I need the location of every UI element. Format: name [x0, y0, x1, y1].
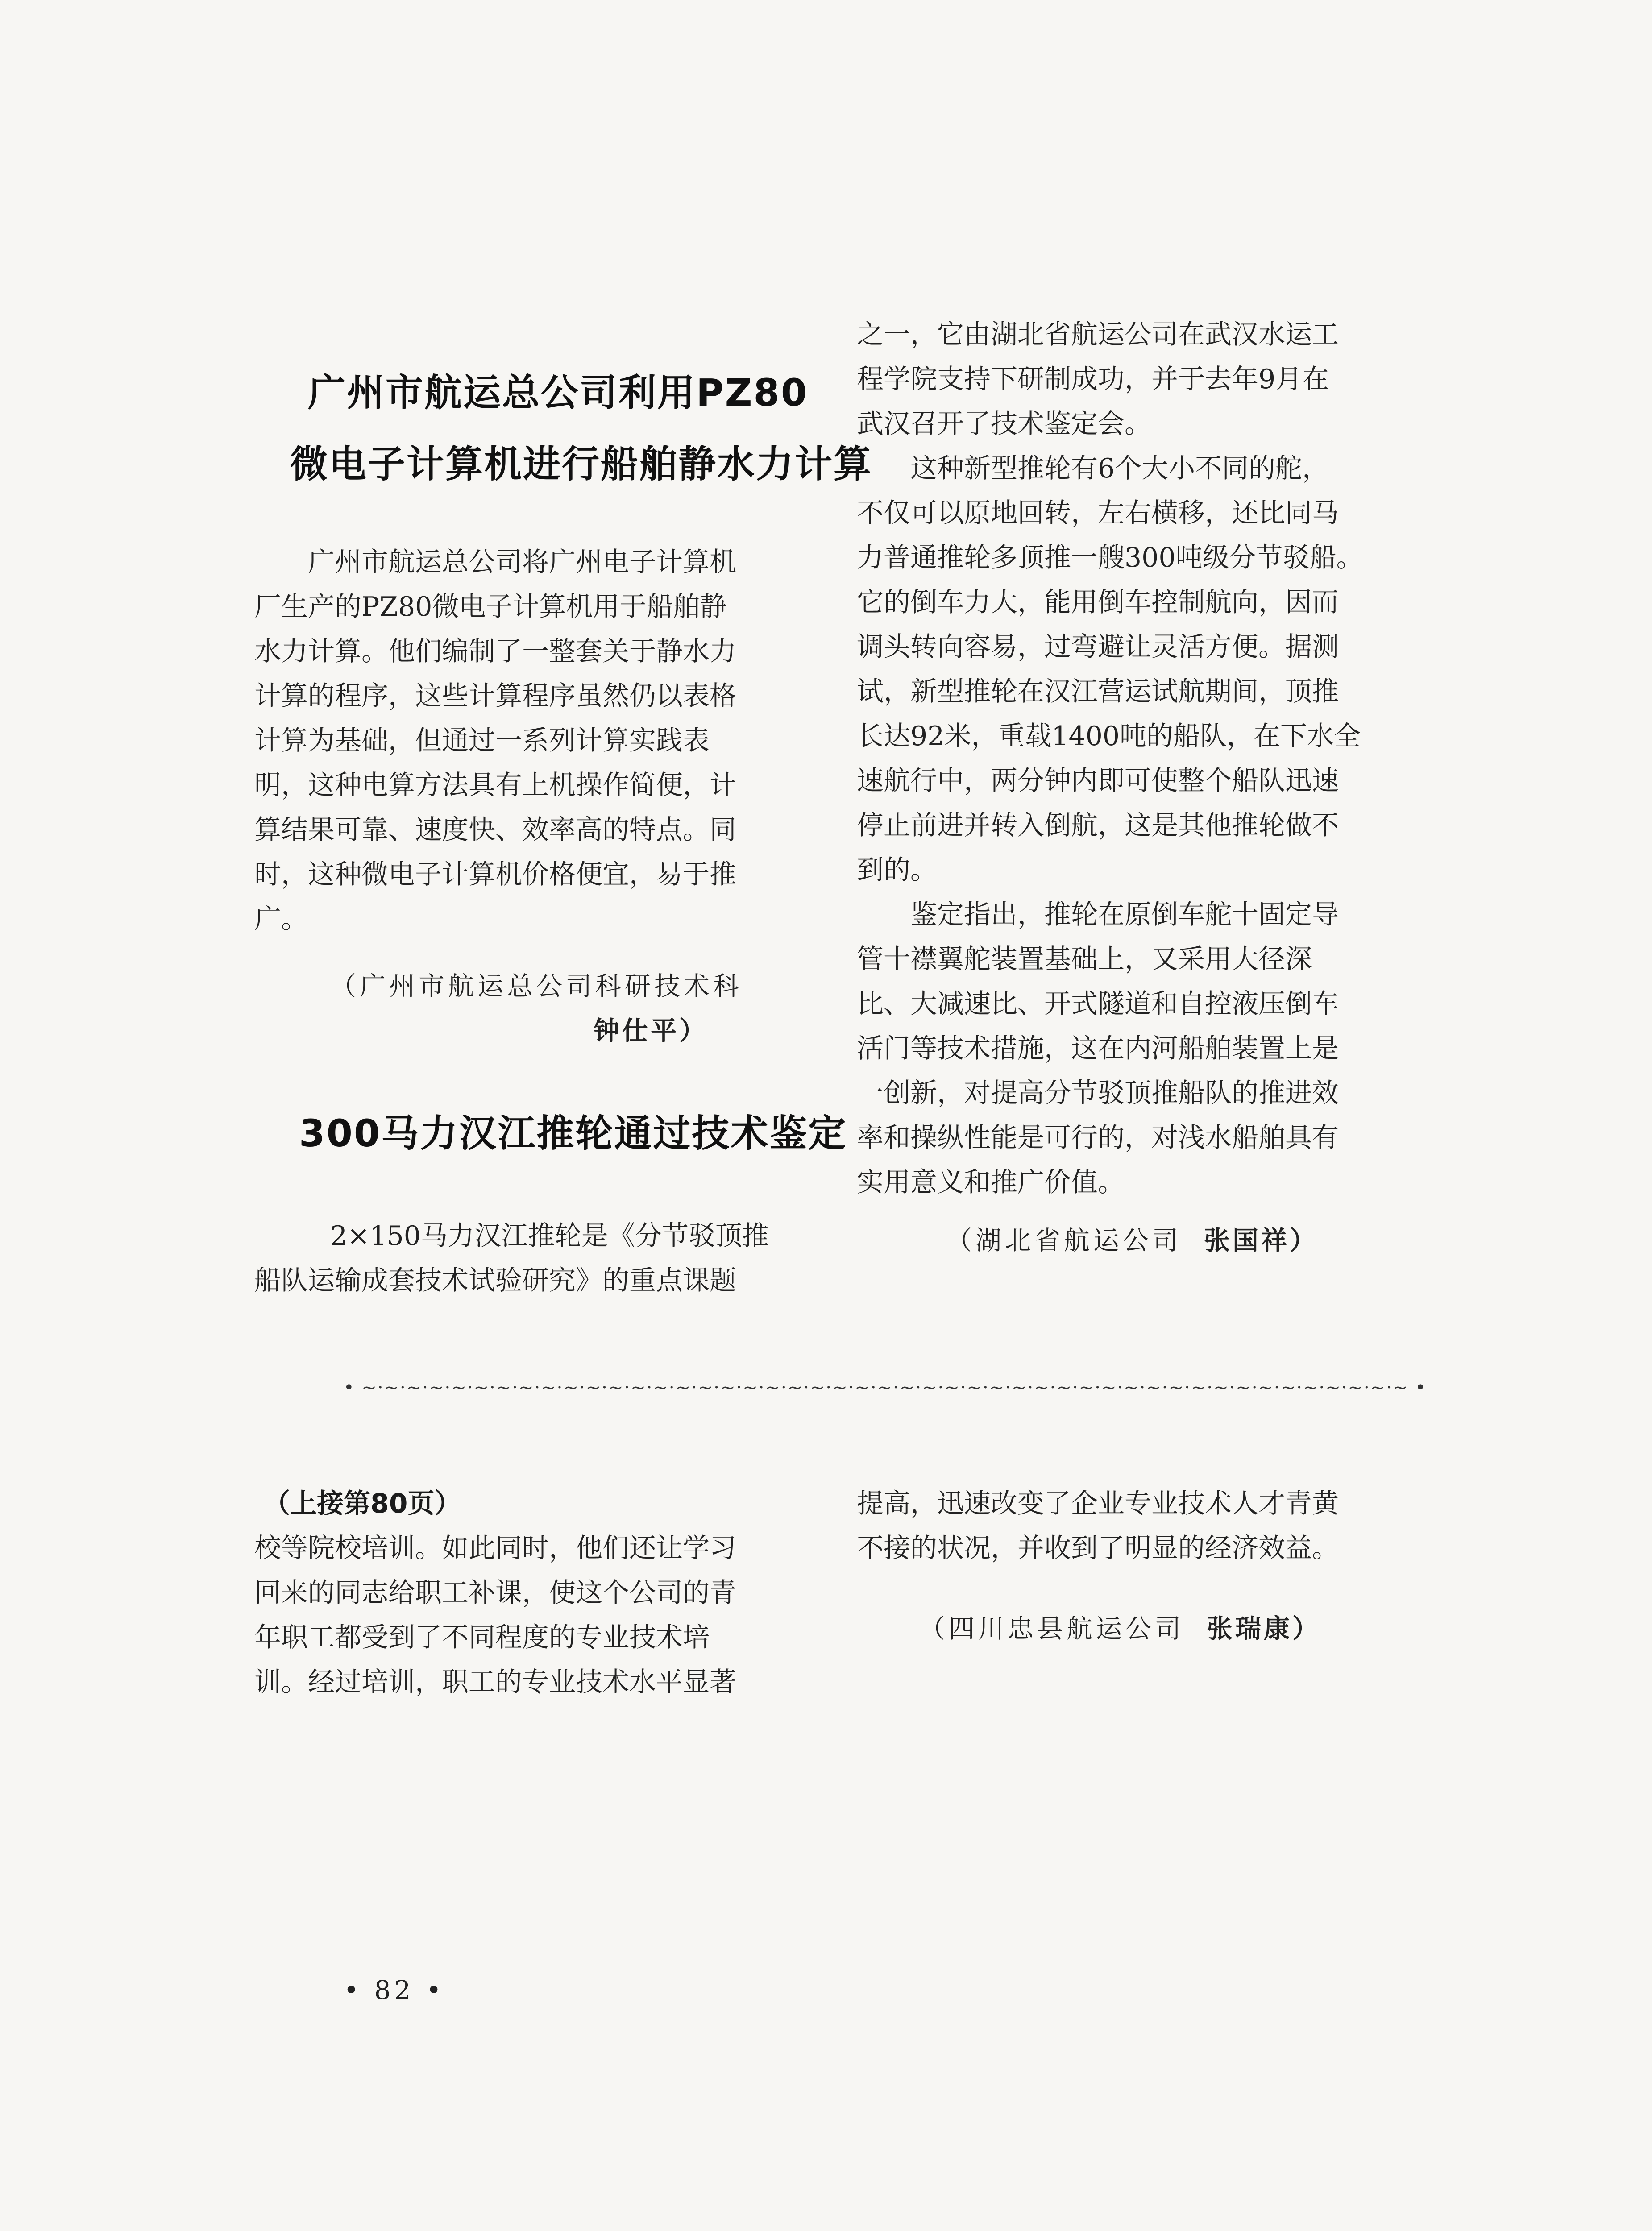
- body-line: 一创新，对提高分节驳顶推船队的推进效: [857, 1078, 1339, 1109]
- body-line: 广州市航运总公司将广州电子计算机: [308, 547, 736, 578]
- body-line: 武汉召开了技术鉴定会。: [857, 408, 1151, 440]
- body-line: 年职工都受到了不同程度的专业技术培: [254, 1622, 710, 1653]
- continued-credit-name: 张瑞康）: [1207, 1613, 1321, 1644]
- body-line: 计算为基础，但通过一系列计算实践表: [254, 725, 710, 756]
- body-line: 训。经过培训，职工的专业技术水平显著: [254, 1667, 736, 1698]
- body-line: 率和操纵性能是可行的，对浅水船舶具有: [857, 1122, 1339, 1153]
- body-line: 2×150马力汉江推轮是《分节驳顶推: [330, 1220, 769, 1252]
- body-line: 明，这种电算方法具有上机操作简便，计: [254, 770, 736, 801]
- article2-credit-name: 张国祥）: [1204, 1225, 1319, 1256]
- decorative-divider: • ~·~·~·~·~·~·~·~·~·~·~·~·~·~·~·~·~·~·~·~·~·~·~·~·~·~·~·~·~·~·~·~·~·~·~·~·~·~·~·~·~·~·~·~·~·~·~ •: [344, 1377, 1427, 1398]
- article1-credit-org: （广州市航运总公司科研技术科: [330, 971, 743, 1001]
- body-line: 广。: [254, 904, 308, 935]
- article1-body: [254, 540, 803, 941]
- body-line: 不接的状况，并收到了明显的经济效益。: [857, 1533, 1339, 1564]
- body-line: 回来的同志给职工补课，使这个公司的青: [254, 1577, 736, 1609]
- body-line: 调头转向容易，过弯避让灵活方便。据测: [857, 631, 1339, 663]
- body-line: 提高，迅速改变了企业专业技术人才青黄: [857, 1488, 1339, 1519]
- continued-header: （上接第80页）: [263, 1488, 461, 1519]
- continued-credit-org: （四川忠县航运公司: [919, 1613, 1185, 1644]
- body-line: 速航行中，两分钟内即可使整个船队迅速: [857, 765, 1339, 796]
- body-line: 力普通推轮多顶推一艘300吨级分节驳船。: [857, 542, 1363, 573]
- article2-body-left: [254, 1214, 803, 1303]
- article1-title-line1: 广州市航运总公司利用PZ80: [308, 371, 809, 415]
- body-line: 水力计算。他们编制了一整套关于静水力: [254, 636, 736, 667]
- body-line: 程学院支持下研制成功，并于去年9月在: [857, 364, 1329, 395]
- continued-body-left: [254, 1526, 803, 1704]
- page-number: • 82 •: [344, 1975, 445, 2005]
- body-line: 长达92米，重载1400吨的船队，在下水全: [857, 721, 1361, 752]
- body-line: 计算的程序，这些计算程序虽然仍以表格: [254, 680, 736, 712]
- body-line: 活门等技术措施，这在内河船舶装置上是: [857, 1033, 1339, 1064]
- body-line: 试，新型推轮在汉江营运试航期间，顶推: [857, 676, 1339, 707]
- body-line: 比、大减速比、开式隧道和自控液压倒车: [857, 988, 1339, 1020]
- body-line: 停止前进并转入倒航，这是其他推轮做不: [857, 810, 1339, 841]
- body-line: 这种新型推轮有6个大小不同的舵，: [910, 453, 1329, 484]
- body-line: 不仅可以原地回转，左右横移，还比同马: [857, 498, 1339, 529]
- body-line: 到的。: [857, 854, 937, 886]
- continued-body-right: [857, 1481, 1401, 1571]
- body-line: 管十襟翼舵装置基础上，又采用大径深: [857, 944, 1312, 975]
- body-line: 算结果可靠、速度快、效率高的特点。同: [254, 814, 736, 846]
- continued-credit: [919, 1606, 1321, 1651]
- body-line: 船队运输成套技术试验研究》的重点课题: [254, 1265, 736, 1296]
- article2-title: 300马力汉江推轮通过技术鉴定: [299, 1111, 847, 1155]
- body-line: 鉴定指出，推轮在原倒车舵十固定导: [910, 899, 1339, 930]
- article2-credit: [946, 1218, 1318, 1263]
- body-line: 厂生产的PZ80微电子计算机用于船舶静: [254, 591, 727, 622]
- article2-credit-org: （湖北省航运公司: [946, 1225, 1182, 1256]
- article1-credit-name: 钟仕平）: [594, 1016, 708, 1046]
- body-line: 时，这种微电子计算机价格便宜，易于推: [254, 859, 736, 890]
- body-line: 校等院校培训。如此同时，他们还让学习: [254, 1533, 736, 1564]
- body-line: 实用意义和推广价值。: [857, 1167, 1125, 1198]
- body-line: 之一，它由湖北省航运公司在武汉水运工: [857, 319, 1339, 350]
- body-line: 它的倒车力大，能用倒车控制航向，因而: [857, 587, 1339, 618]
- article1-title-line2: 微电子计算机进行船舶静水力计算: [290, 442, 873, 486]
- article2-body-right: [857, 312, 1401, 1205]
